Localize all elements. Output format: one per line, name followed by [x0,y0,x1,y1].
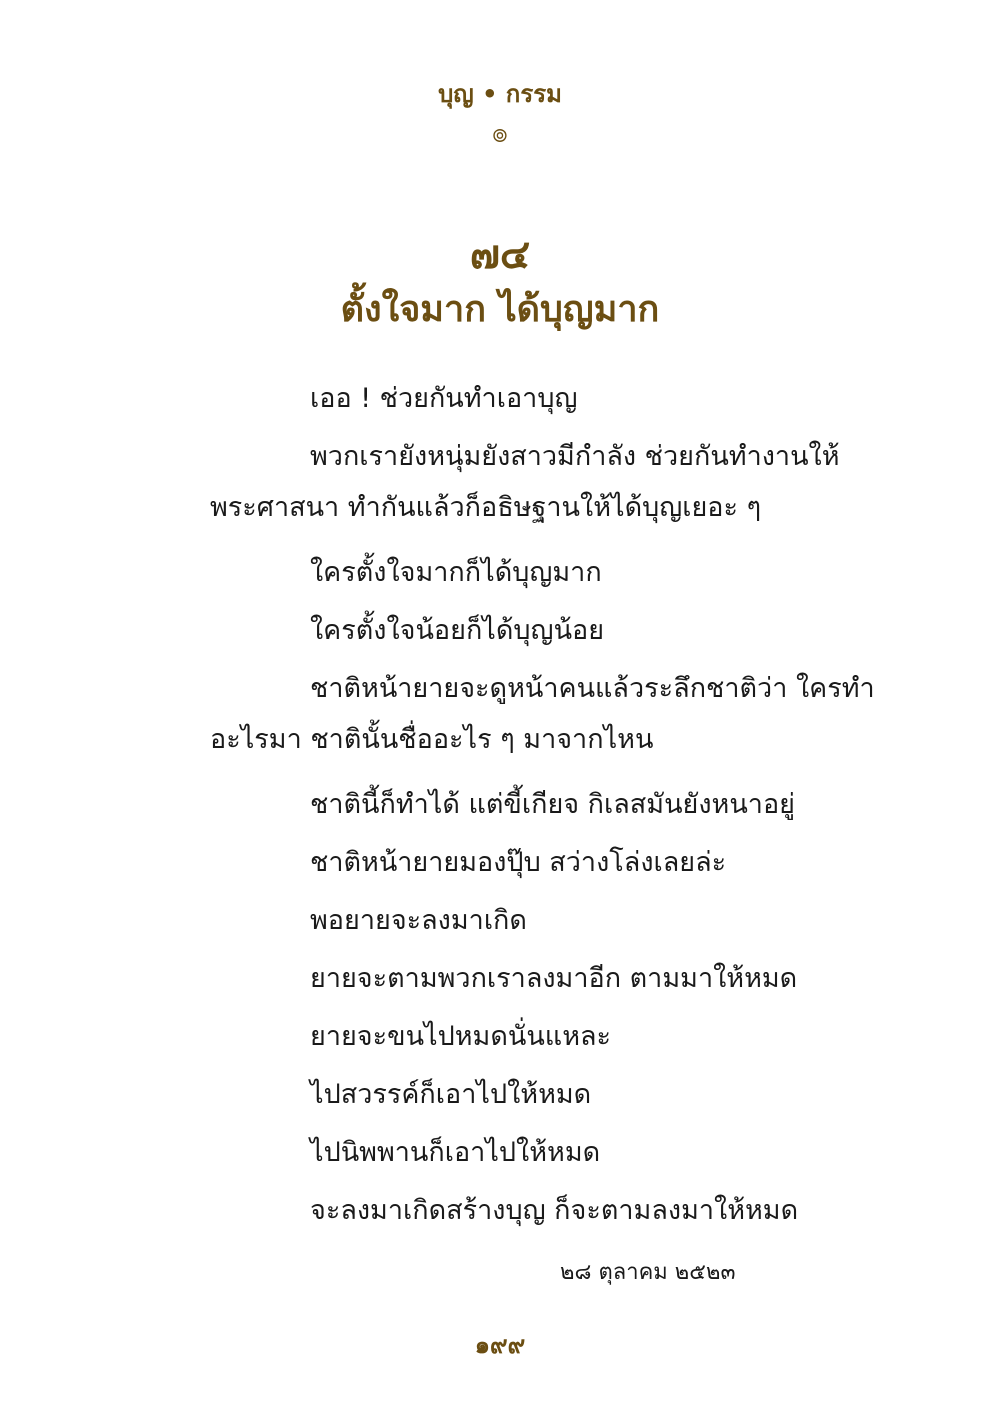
date-line: ๒๘ ตุลาคม ๒๕๒๓ [560,1260,736,1285]
paragraph-10: ยายจะขนไปหมดนั่นแหละ [310,1021,612,1052]
paragraph-12: ไปนิพพานก็เอาไปให้หมด [310,1137,601,1168]
paragraph-11: ไปสวรรค์ก็เอาไปให้หมด [310,1079,592,1110]
paragraph-6: ชาตินี้ก็ทำได้ แต่ขี้เกียจ กิเลสมันยังหนาอยู่ [310,789,795,820]
paragraph-4: ใครตั้งใจน้อยก็ได้บุญน้อย [310,615,605,646]
paragraph-13: จะลงมาเกิดสร้างบุญ ก็จะตามลงมาให้หมด [310,1195,799,1226]
paragraph-5-line-2: อะไรมา ชาตินั้นชื่ออะไร ๆ มาจากไหน [210,724,654,755]
page-number: ๑๙๙ [474,1331,526,1359]
body-text [210,370,875,1240]
paragraph-9: ยายจะตามพวกเราลงมาอีก ตามมาให้หมด [310,963,798,994]
paragraph-2-line-1: พวกเรายังหนุ่มยังสาวมีกำลัง ช่วยกันทำงานให้ [310,441,840,472]
paragraph-3: ใครตั้งใจมากก็ได้บุญมาก [310,557,602,588]
paragraph-8: พอยายจะลงมาเกิด [310,905,527,936]
paragraph-5-line-1: ชาติหน้ายายจะดูหน้าคนแล้วระลึกชาติว่า ใครทำ [310,673,875,704]
chapter-title: ตั้งใจมาก ได้บุญมาก [340,289,660,330]
chapter-number: ๗๔ [469,232,531,278]
running-header-title: บุญ • กรรม [438,80,562,108]
paragraph-2-line-2: พระศาสนา ทำกันแล้วก็อธิษฐานให้ได้บุญเยอะ ๆ [210,492,762,523]
header-ornament-icon: ๏ [492,119,508,149]
paragraph-1: เออ ! ช่วยกันทำเอาบุญ [310,383,578,414]
paragraph-5 [210,660,875,762]
paragraph-7: ชาติหน้ายายมองปุ๊บ สว่างโล่งเลยล่ะ [310,847,727,878]
paragraph-2 [210,428,850,530]
